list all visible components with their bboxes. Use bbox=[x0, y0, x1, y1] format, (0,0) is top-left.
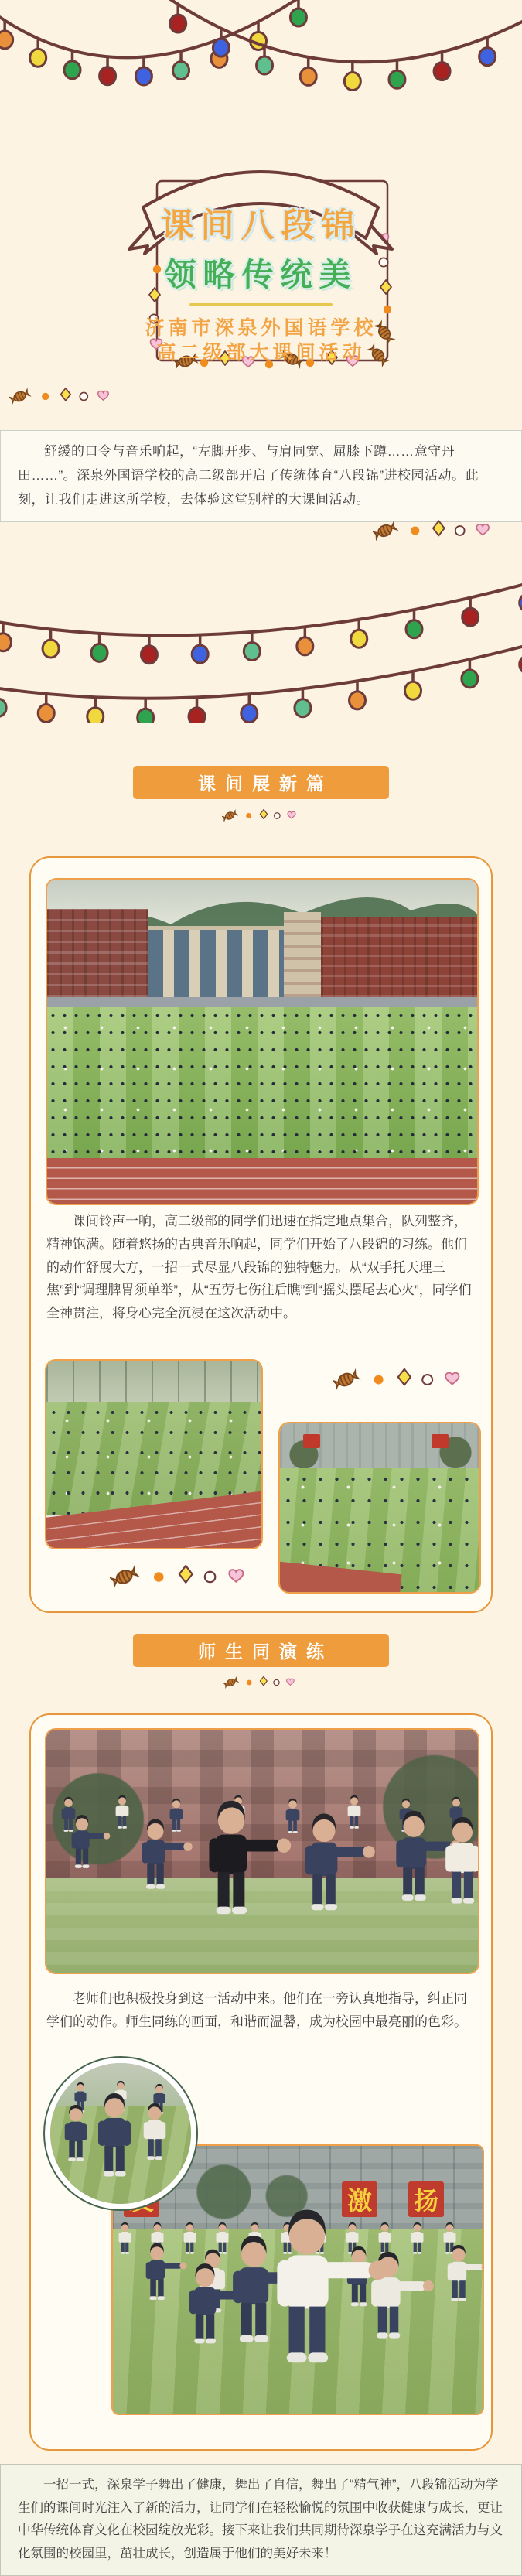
section-badge-1: 课间展新篇 bbox=[133, 766, 389, 799]
section-badge-2: 师生同演练 bbox=[133, 1634, 389, 1667]
photo-students-field-layer bbox=[47, 1007, 477, 1158]
intro-paragraph: 舒缓的口令与音乐响起，“左脚开步、与肩同宽、屈膝下蹲……意守丹田……”。深泉外国语学校的高二级部开启了传统体育“八段锦”进校园活动。此刻，让我们走进这所学校，去体验这堂别样的大课间活动。 bbox=[18, 444, 479, 507]
photo-field-aerial bbox=[46, 878, 479, 1205]
photo-circle-inset bbox=[45, 2058, 196, 2209]
red-banner-icon: 扬 bbox=[408, 2181, 444, 2217]
page-title: 课间八段锦 bbox=[160, 207, 362, 244]
photo-figures-layer bbox=[50, 2063, 191, 2204]
red-banner-icon: 激 bbox=[342, 2181, 377, 2217]
section1-paragraph: 课间铃声一响，高二级部的同学们迅速在指定地点集合，队列整齐，精神饱满。随着悠扬的古典音乐响起，同学们开始了八段锦的习练。他们的动作舒展大方，一招一式尽显八段锦的独特魅力。从“双手托天理三焦”到“调理脾胃须单举”，从“五劳七伤往后瞧”到“摇头摆尾去心火”，同学们全神贯注，将身心完全沉浸在这次活动中。 bbox=[46, 1214, 472, 1320]
photo-tower bbox=[284, 912, 321, 997]
red-banner-icon bbox=[432, 1434, 449, 1448]
section2-paragraph: 老师们也积极投身到这一活动中来。他们在一旁认真地指导，纠正同学们的动作。师生同练的画面，和谐而温馨，成为校园中最亮丽的色彩。 bbox=[46, 1991, 467, 2029]
candy-divider bbox=[110, 1561, 251, 1593]
photo-building-right bbox=[321, 917, 479, 997]
candy-divider bbox=[9, 384, 114, 408]
closing-paragraph: 一招一式，深泉学子舞出了健康，舞出了自信，舞出了“精气神”，八段锦活动为学生们的课间时光注入了新的活力，让同学们在轻松愉悦的氛围中收获健康与成长，更让中华传统体育文化在校园绽放光彩。接下来让我们共同期待深泉学子在这充满活力与文化氛围的校园里，茁壮成长，创造属于他们的美好未来！ bbox=[18, 2478, 503, 2561]
photo-practice-right bbox=[278, 1422, 481, 1594]
section2-card bbox=[29, 1713, 493, 2451]
subtitle-divider bbox=[189, 303, 333, 306]
intro-band bbox=[0, 430, 522, 522]
lantern-garland-middle bbox=[0, 580, 522, 723]
candy-divider bbox=[373, 517, 495, 545]
photo-practice-left bbox=[45, 1359, 263, 1549]
photo-trees-layer bbox=[46, 1361, 261, 1402]
photo-building-center bbox=[148, 926, 287, 1001]
candy-divider bbox=[333, 1365, 466, 1395]
event-name: 高二级部大课间活动 bbox=[156, 342, 366, 364]
red-banner-icon bbox=[303, 1434, 320, 1448]
photo-teacher-demo bbox=[45, 1728, 479, 1974]
photo-road-layer bbox=[47, 997, 477, 1007]
candy-divider bbox=[223, 1674, 298, 1691]
closing-band bbox=[0, 2464, 522, 2576]
lantern-garland-top bbox=[0, 0, 522, 116]
candy-divider bbox=[222, 807, 299, 825]
page-subtitle: 领略传统美 bbox=[164, 257, 358, 292]
photo-track-layer bbox=[47, 1158, 477, 1204]
photo-figures-layer bbox=[46, 1730, 479, 1974]
photo-building-left bbox=[47, 909, 148, 997]
school-name: 济南市深泉外国语学校 bbox=[145, 317, 377, 339]
section1-card bbox=[29, 856, 493, 1613]
